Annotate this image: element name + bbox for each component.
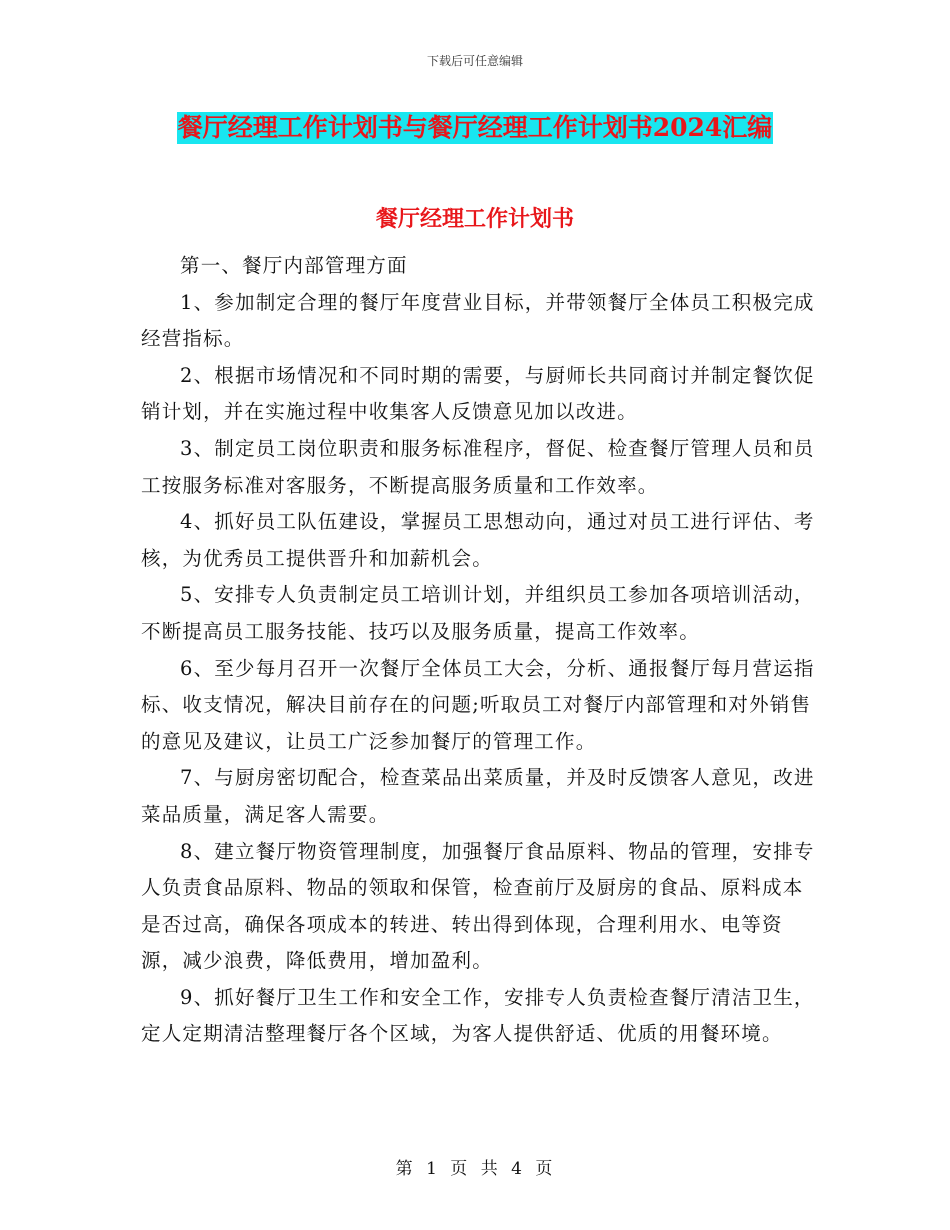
paragraph: 7、与厨房密切配合，检查菜品出菜质量，并及时反馈客人意见，改进菜品质量，满足客人需要。	[141, 766, 815, 826]
paragraph-heading: 第一、餐厅内部管理方面	[180, 254, 408, 277]
paragraph: 9、抓好餐厅卫生工作和安全工作，安排专人负责检查餐厅清洁卫生，定人定期清洁整理餐厅各个区域，为客人提供舒适、优质的用餐环境。	[141, 985, 815, 1046]
document-body	[141, 248, 819, 1053]
document-title-wrapper	[0, 112, 950, 144]
document-title: 餐厅经理工作计划书与餐厅经理工作计划书2024汇编	[177, 113, 773, 142]
paragraph: 8、建立餐厅物资管理制度，加强餐厅食品原料、物品的管理，安排专人负责食品原料、物品的领取和保管，检查前厅及厨房的食品、原料成本是否过高，确保各项成本的转进、转出得到体现，合理利用水、电等资源，减少浪费，降低费用，增加盈利。	[141, 839, 815, 973]
header-note: 下载后可任意编辑	[426, 54, 523, 68]
paragraph: 5、安排专人负责制定员工培训计划，并组织员工参加各项培训活动，不断提高员工服务技能、技巧以及服务质量，提高工作效率。	[141, 583, 815, 643]
paragraph: 3、制定员工岗位职责和服务标准程序，督促、检查餐厅管理人员和员工按服务标准对客服务，不断提高服务质量和工作效率。	[141, 436, 815, 497]
paragraph: 6、至少每月召开一次餐厅全体员工大会，分析、通报餐厅每月营运指标、收支情况，解决目前存在的问题;听取员工对餐厅内部管理和对外销售的意见及建议，让员工广泛参加餐厅的管理工作。	[141, 656, 815, 753]
paragraph: 1、参加制定合理的餐厅年度营业目标，并带领餐厅全体员工积极完成经营指标。	[141, 290, 815, 351]
page-number: 第 1 页 共 4 页	[395, 1159, 555, 1179]
paragraph: 2、根据市场情况和不同时期的需要，与厨师长共同商讨并制定餐饮促销计划，并在实施过程中收集客人反馈意见加以改进。	[141, 363, 815, 424]
section-title: 餐厅经理工作计划书	[375, 206, 574, 232]
paragraph: 4、抓好员工队伍建设，掌握员工思想动向，通过对员工进行评估、考核，为优秀员工提供晋升和加薪机会。	[141, 510, 815, 570]
